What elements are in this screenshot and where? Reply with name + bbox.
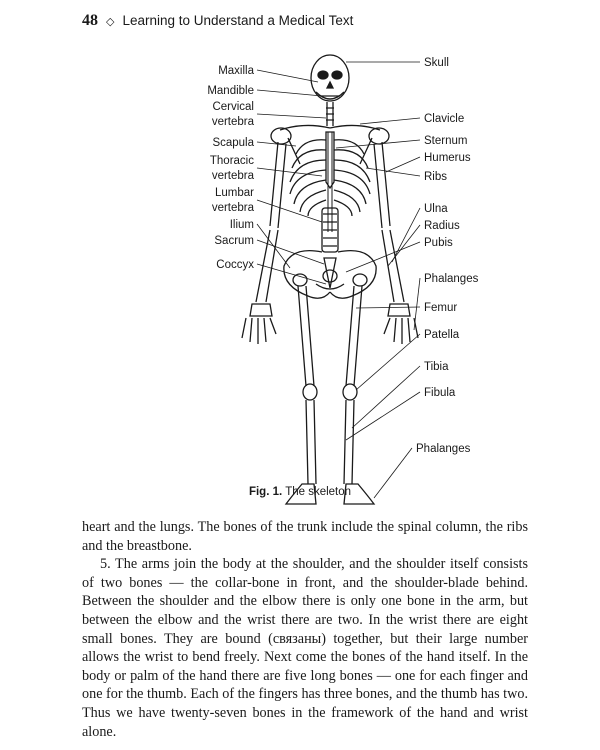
label-pubis: Pubis bbox=[424, 237, 453, 249]
running-title: Learning to Understand a Medical Text bbox=[122, 13, 354, 28]
label-tibia: Tibia bbox=[424, 361, 449, 373]
label-coccyx: Coccyx bbox=[216, 259, 254, 271]
label-lumbar-vertebra: vertebra bbox=[211, 202, 254, 214]
label-radius: Radius bbox=[424, 220, 460, 232]
skeleton-figure bbox=[0, 36, 600, 506]
label-cervical: Cervical bbox=[212, 101, 254, 113]
label-ulna: Ulna bbox=[424, 203, 448, 215]
labels-left bbox=[207, 65, 254, 271]
label-femur: Femur bbox=[424, 302, 458, 314]
paragraph-5: 5. The arms join the body at the shoulder, and the shoulder itself consists of two bones — the collar-bone in front, and the shoulder-blade behind. Between the shoulder and the elbow there is only one bone in the arm, but between the elbow and the wrist there are two. In the wrist there are eight small bones. They are bound (связаны) together, but their large number allows the wrist to bend freely. Next come the bones of the hand itself. In the body or palm of the hand there are five long bones — one for each finger and one for the thumb. Each of the fingers has three bones, and the thumb has two. Thus we have twenty-seven bones in the framework of the hand and wrist alone. bbox=[82, 556, 528, 740]
diamond-separator-icon: ◇ bbox=[106, 16, 115, 28]
label-ribs: Ribs bbox=[424, 171, 448, 183]
label-phalanges-hand: Phalanges bbox=[424, 273, 479, 285]
label-fibula: Fibula bbox=[424, 387, 456, 399]
caption-text: The skeleton bbox=[285, 486, 352, 498]
label-skull: Skull bbox=[424, 57, 449, 69]
label-patella: Patella bbox=[424, 329, 460, 341]
label-ilium: Ilium bbox=[229, 219, 254, 231]
labels-right bbox=[416, 57, 479, 455]
running-header bbox=[82, 12, 353, 34]
label-thoracic: Thoracic bbox=[209, 155, 254, 167]
label-maxilla: Maxilla bbox=[218, 65, 254, 77]
label-sternum: Sternum bbox=[424, 135, 468, 147]
label-scapula: Scapula bbox=[212, 137, 254, 149]
figure-caption bbox=[0, 486, 600, 498]
body-text bbox=[82, 518, 528, 741]
label-phalanges-foot: Phalanges bbox=[416, 443, 471, 455]
skeleton-illustration bbox=[0, 36, 600, 506]
label-humerus: Humerus bbox=[424, 152, 471, 164]
label-lumbar: Lumbar bbox=[215, 187, 254, 199]
label-thoracic-vertebra: vertebra bbox=[211, 170, 254, 182]
skeleton-drawing bbox=[242, 55, 418, 504]
label-sacrum: Sacrum bbox=[214, 235, 254, 247]
label-clavicle: Clavicle bbox=[424, 113, 465, 125]
label-cervical-vertebra: vertebra bbox=[211, 116, 254, 128]
paragraph-continuation: heart and the lungs. The bones of the trunk include the spinal column, the ribs and the breastbone. bbox=[82, 519, 528, 554]
label-mandible: Mandible bbox=[207, 85, 254, 97]
page-number: 48 bbox=[82, 12, 98, 29]
caption-number: Fig. 1. bbox=[248, 486, 283, 498]
